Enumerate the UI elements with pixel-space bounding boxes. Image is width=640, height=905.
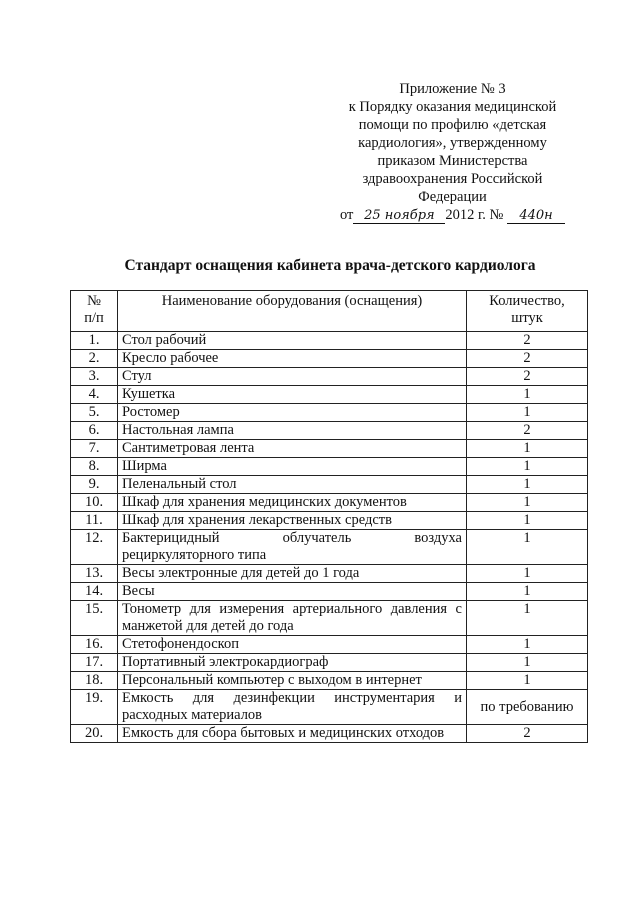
row-qty: 2 <box>467 332 588 350</box>
order-number-handwritten: 440н <box>507 208 565 224</box>
appendix-line: приказом Министерства <box>377 153 528 169</box>
table-row <box>71 565 588 583</box>
row-num: 9. <box>71 476 118 494</box>
row-num: 5. <box>71 404 118 422</box>
row-num: 1. <box>71 332 118 350</box>
row-name: Шкаф для хранения лекарственных средств <box>118 512 467 530</box>
table-row <box>71 494 588 512</box>
row-num: 12. <box>71 530 118 565</box>
row-name: Кушетка <box>118 386 467 404</box>
header-qty-line2: штук <box>511 310 543 326</box>
row-qty: 1 <box>467 476 588 494</box>
row-name: Весы электронные для детей до 1 года <box>118 565 467 583</box>
row-qty: 1 <box>467 512 588 530</box>
appendix-line: к Порядку оказания медицинской <box>348 99 557 115</box>
row-name <box>118 530 467 565</box>
table-row <box>71 725 588 743</box>
row-num: 8. <box>71 458 118 476</box>
table-row <box>71 368 588 386</box>
table-row <box>71 332 588 350</box>
appendix-line: помощи по профилю «детская <box>358 117 547 133</box>
row-qty: 1 <box>467 636 588 654</box>
row-name: Сантиметровая лента <box>118 440 467 458</box>
table-row <box>71 690 588 725</box>
row-name <box>118 690 467 725</box>
row-qty: 1 <box>467 458 588 476</box>
order-date-handwritten: 25 ноября <box>353 208 445 224</box>
table-row <box>71 672 588 690</box>
row-name: Ростомер <box>118 404 467 422</box>
row-num: 13. <box>71 565 118 583</box>
row-qty: 2 <box>467 368 588 386</box>
row-name <box>118 601 467 636</box>
row-qty: 1 <box>467 404 588 422</box>
header-num-line2: п/п <box>84 310 104 326</box>
row-qty: 2 <box>467 422 588 440</box>
row-num: 20. <box>71 725 118 743</box>
appendix-line: Федерации <box>418 189 487 205</box>
table-row <box>71 636 588 654</box>
row-qty: 1 <box>467 654 588 672</box>
row-qty: 1 <box>467 494 588 512</box>
row-name-line1: Бактерицидный облучатель воздуха <box>122 530 462 546</box>
table-row <box>71 404 588 422</box>
row-num: 19. <box>71 690 118 725</box>
table-row <box>71 440 588 458</box>
row-name: Шкаф для хранения медицинских документов <box>118 494 467 512</box>
row-qty: 1 <box>467 530 588 565</box>
appendix-line: кардиология», утвержденному <box>358 135 547 151</box>
row-num: 14. <box>71 583 118 601</box>
appendix-header <box>330 80 575 224</box>
row-name: Емкость для сбора бытовых и медицинских отходов <box>118 725 467 743</box>
row-num: 4. <box>71 386 118 404</box>
row-qty: 1 <box>467 583 588 601</box>
row-name: Персональный компьютер с выходом в интернет <box>118 672 467 690</box>
row-name: Стул <box>118 368 467 386</box>
table-row <box>71 350 588 368</box>
table-row <box>71 476 588 494</box>
row-name: Весы <box>118 583 467 601</box>
header-name: Наименование оборудования (оснащения) <box>118 291 467 332</box>
header-num-line1: № <box>87 293 101 309</box>
row-name: Ширма <box>118 458 467 476</box>
order-reference <box>330 206 575 224</box>
row-name-line2: рециркуляторного типа <box>122 547 267 563</box>
row-num: 18. <box>71 672 118 690</box>
row-num: 11. <box>71 512 118 530</box>
row-qty: 2 <box>467 350 588 368</box>
row-name-line1: Емкость для дезинфекции инструментария и <box>122 690 462 706</box>
table-body <box>71 332 588 743</box>
row-qty: по требованию <box>467 690 588 725</box>
row-name: Пеленальный стол <box>118 476 467 494</box>
row-name: Стол рабочий <box>118 332 467 350</box>
row-qty: 2 <box>467 725 588 743</box>
header-qty <box>467 291 588 332</box>
row-qty: 1 <box>467 565 588 583</box>
table-row <box>71 386 588 404</box>
header-num <box>71 291 118 332</box>
row-qty: 1 <box>467 601 588 636</box>
row-name: Портативный электрокардиограф <box>118 654 467 672</box>
row-name-line2: расходных материалов <box>122 707 263 723</box>
order-prefix: от <box>339 207 354 223</box>
row-qty: 1 <box>467 386 588 404</box>
row-qty: 1 <box>467 672 588 690</box>
row-name: Стетофонендоскоп <box>118 636 467 654</box>
header-qty-line1: Количество, <box>489 293 565 309</box>
row-num: 15. <box>71 601 118 636</box>
table-row <box>71 458 588 476</box>
appendix-line: здравоохранения Российской <box>362 171 543 187</box>
table-row <box>71 654 588 672</box>
table-row <box>71 422 588 440</box>
row-name-line1: Тонометр для измерения артериального давления с <box>122 601 462 617</box>
table-row <box>71 583 588 601</box>
row-name: Кресло рабочее <box>118 350 467 368</box>
table-header-row <box>71 291 588 332</box>
row-name: Настольная лампа <box>118 422 467 440</box>
table-row <box>71 601 588 636</box>
row-num: 17. <box>71 654 118 672</box>
appendix-line: Приложение № 3 <box>399 81 506 97</box>
row-num: 3. <box>71 368 118 386</box>
row-num: 16. <box>71 636 118 654</box>
row-num: 7. <box>71 440 118 458</box>
table-row <box>71 512 588 530</box>
equipment-table <box>70 290 588 743</box>
row-num: 2. <box>71 350 118 368</box>
row-name-line2: манжетой для детей до года <box>122 618 294 634</box>
table-row <box>71 530 588 565</box>
row-num: 6. <box>71 422 118 440</box>
row-qty: 1 <box>467 440 588 458</box>
order-year: 2012 г. № <box>445 207 504 223</box>
row-num: 10. <box>71 494 118 512</box>
document-title: Стандарт оснащения кабинета врача-детского кардиолога <box>124 257 536 274</box>
